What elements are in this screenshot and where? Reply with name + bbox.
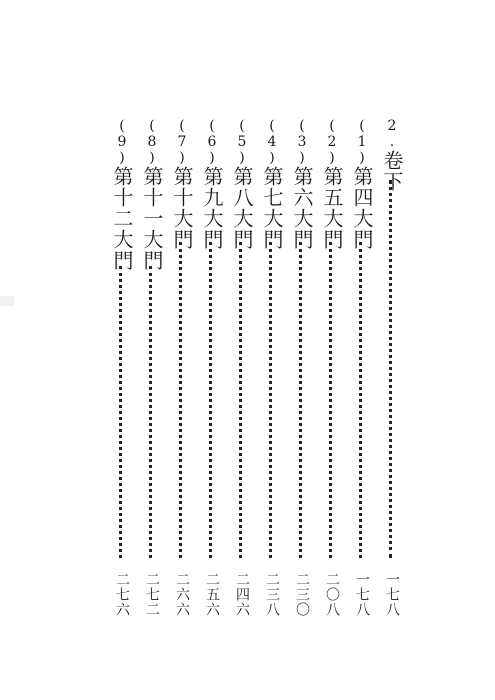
- entry-number: (4): [264, 118, 280, 166]
- entry-name: 第十二大門: [110, 166, 134, 271]
- page-number: 二六六: [174, 572, 190, 617]
- toc-entry: [108, 118, 136, 617]
- leader-dots: [179, 242, 186, 558]
- entry-number: (7): [174, 118, 190, 166]
- page-number: 二〇八: [324, 572, 340, 617]
- toc-entry: [198, 118, 226, 617]
- entry-title: [258, 118, 286, 250]
- entry-name: 第五大門: [320, 166, 344, 250]
- entry-title: [198, 118, 226, 250]
- page-number: 二四六: [234, 572, 250, 617]
- leader-dots: [389, 180, 396, 558]
- entry-number: (6): [204, 118, 220, 166]
- entry-title: [168, 118, 196, 250]
- leader-dots: [239, 242, 246, 558]
- entry-title: [348, 118, 376, 250]
- entry-number: (3): [294, 118, 310, 166]
- entry-number: (5): [234, 118, 250, 166]
- toc-entry: [168, 118, 196, 617]
- entry-name: 第八大門: [230, 166, 254, 250]
- entry-name: 第四大門: [350, 166, 374, 250]
- leader-dots: [269, 242, 276, 558]
- entry-title: [108, 118, 136, 271]
- entry-number: (8): [144, 118, 160, 166]
- entry-number: (1): [354, 118, 370, 166]
- leader-dots: [329, 242, 336, 558]
- entry-name: 第十一大門: [140, 166, 164, 271]
- entry-number: (9): [114, 118, 130, 166]
- leader-dots: [209, 242, 216, 558]
- leader-dots: [299, 242, 306, 558]
- toc-entry: [138, 118, 166, 617]
- toc-entry: [258, 118, 286, 617]
- entry-title: [228, 118, 256, 250]
- entry-number: (2): [324, 118, 340, 166]
- scan-edge-mark: [0, 296, 14, 306]
- entry-title: [288, 118, 316, 250]
- page-number: 二七二: [144, 572, 160, 617]
- section-heading-column: [378, 118, 406, 617]
- page-number: 二五六: [204, 572, 220, 617]
- entry-name: 第七大門: [260, 166, 284, 250]
- leader-dots: [119, 266, 126, 558]
- leader-dots: [359, 242, 366, 558]
- entry-title: [138, 118, 166, 271]
- entry-name: 第十大門: [170, 166, 194, 250]
- page-number: 二三〇: [294, 572, 310, 617]
- page-number: 二七六: [114, 572, 130, 617]
- section-number: 2.: [384, 118, 400, 150]
- toc-entry: [348, 118, 376, 617]
- toc-entry: [228, 118, 256, 617]
- page-number: 二三八: [264, 572, 280, 617]
- page-number: 一七八: [354, 572, 370, 617]
- toc-entry: [288, 118, 316, 617]
- page-number: 一七八: [384, 572, 400, 617]
- entry-title: [318, 118, 346, 250]
- entry-name: 第九大門: [200, 166, 224, 250]
- leader-dots: [149, 266, 156, 558]
- toc-entry: [318, 118, 346, 617]
- entry-name: 第六大門: [290, 166, 314, 250]
- section-title: 卷下: [380, 150, 404, 192]
